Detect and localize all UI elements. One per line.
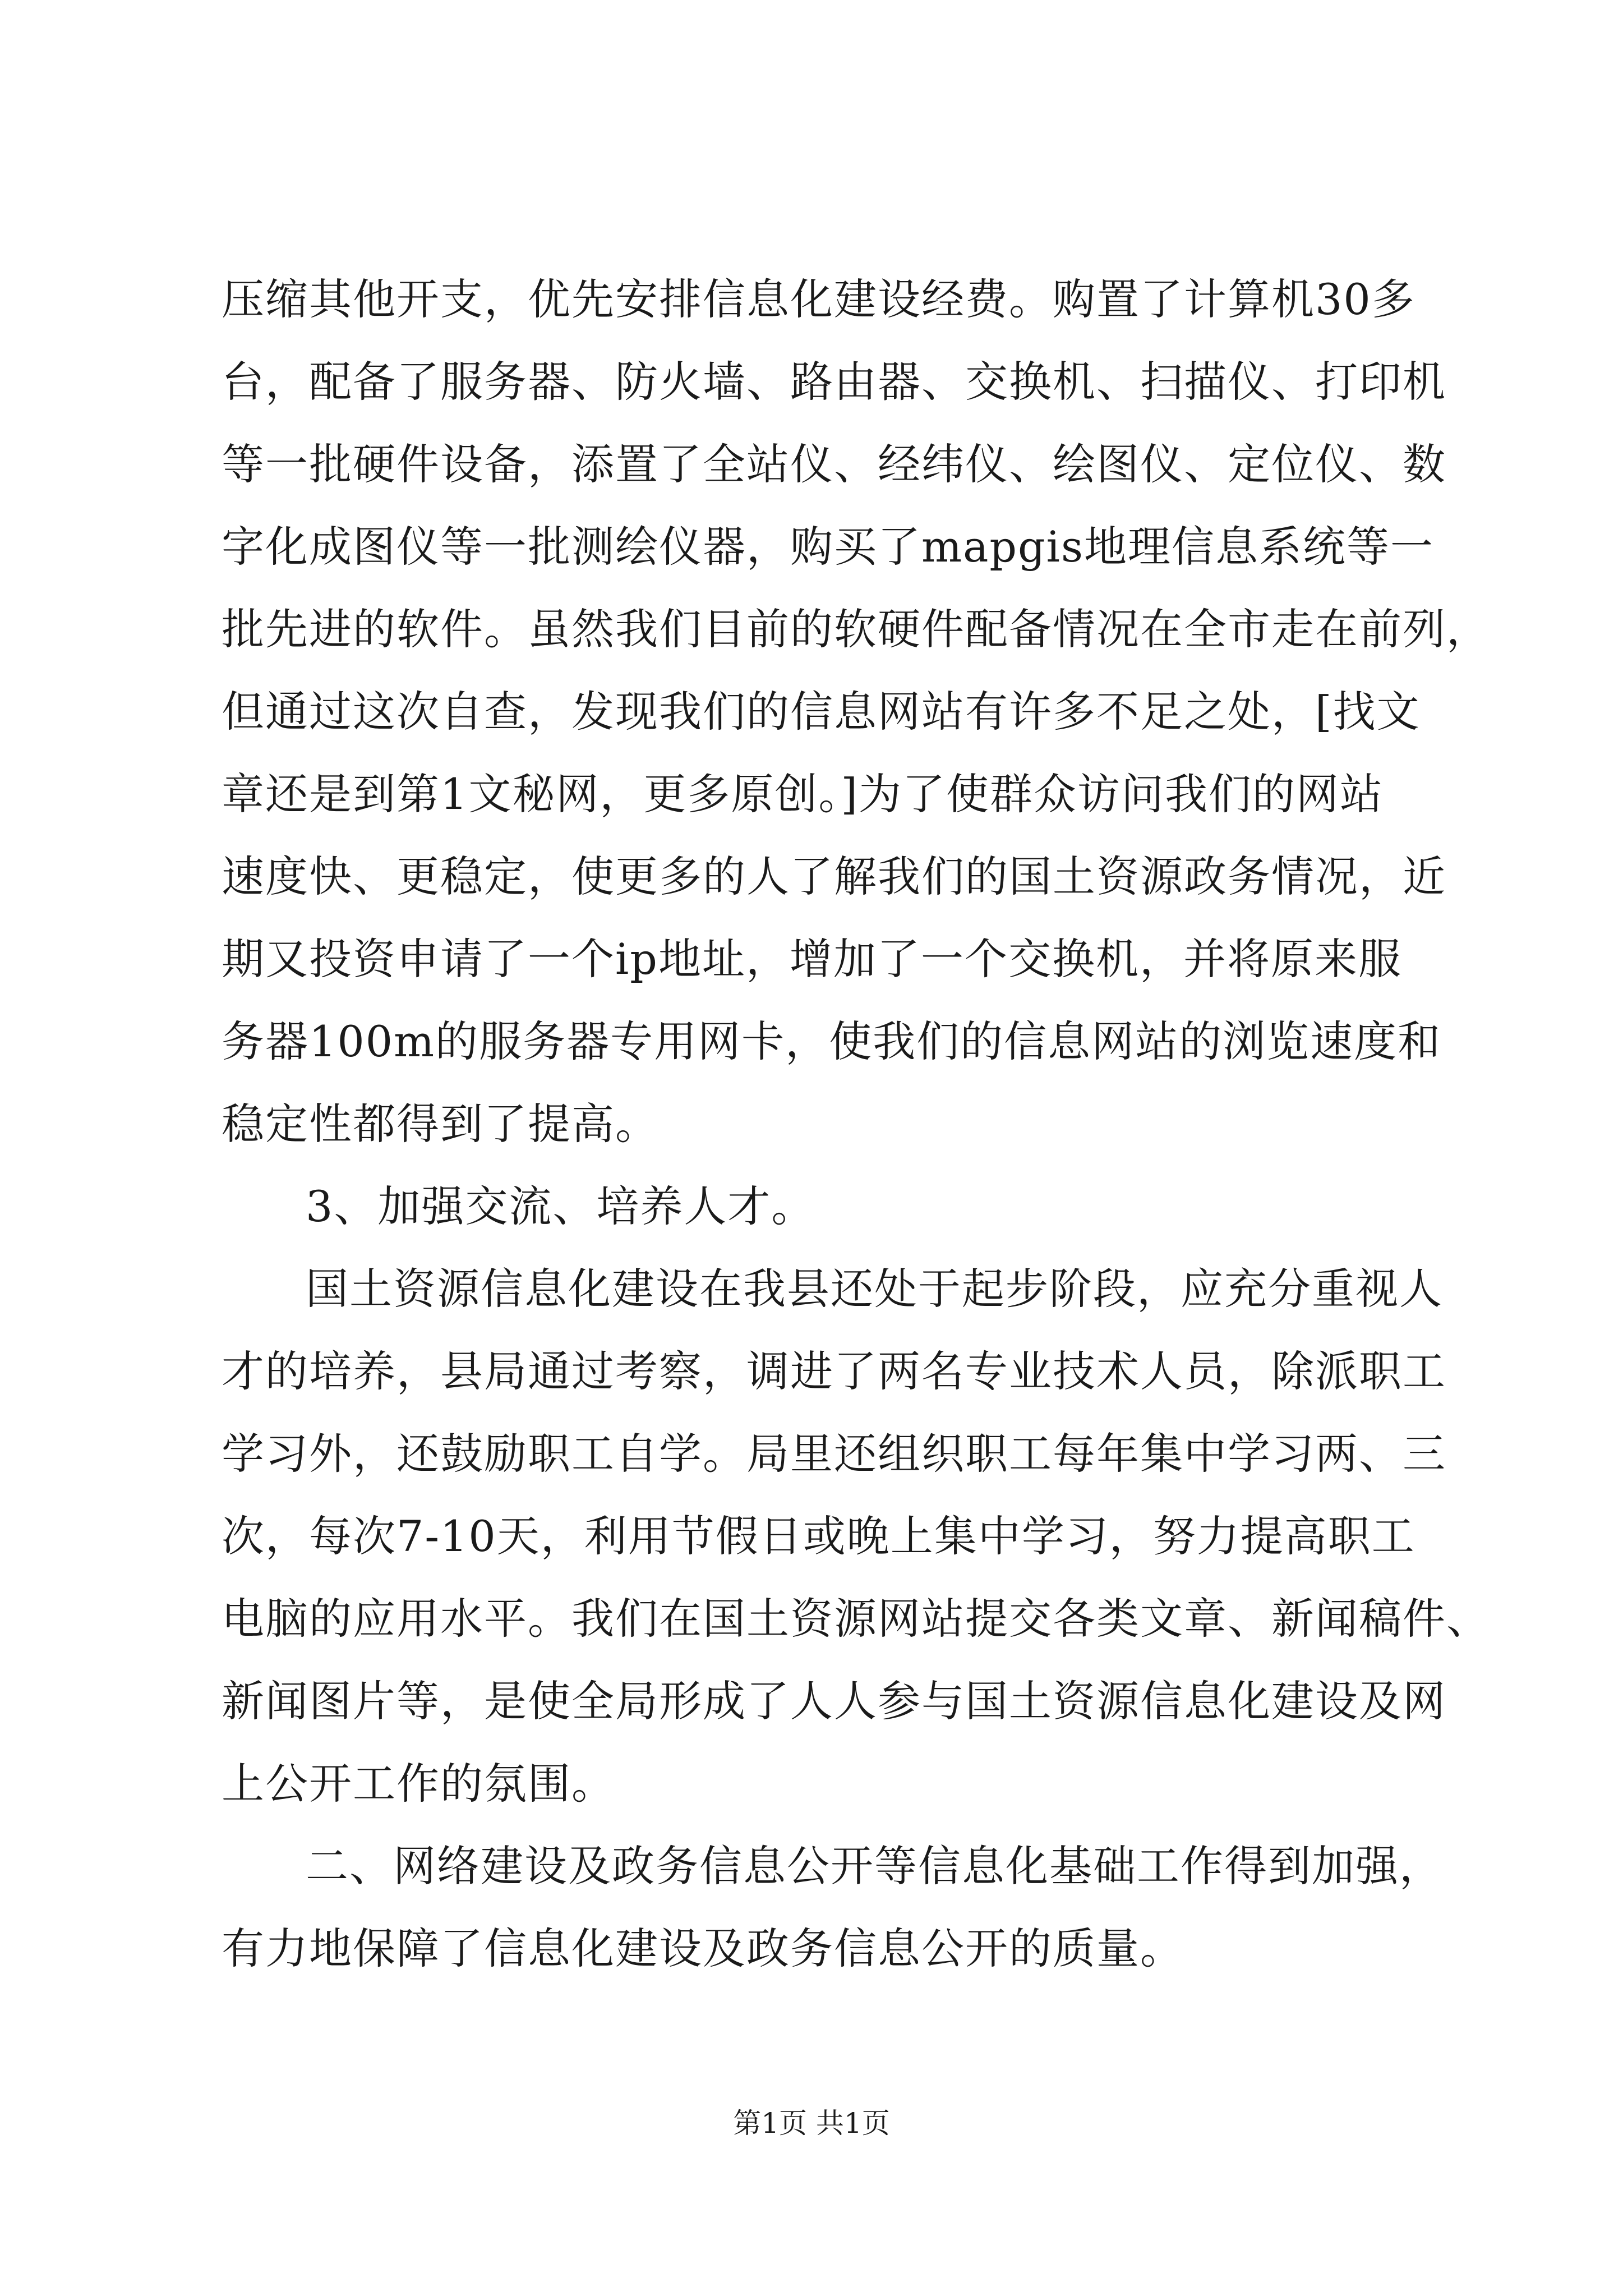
text-line: 新闻图片等，是使全局形成了人人参与国土资源信息化建设及网 bbox=[222, 1676, 1446, 1726]
text-line: 压缩其他开支，优先安排信息化建设经费。购置了计算机30多 bbox=[222, 274, 1415, 324]
page-footer: 第1页 共1页 bbox=[733, 2107, 890, 2139]
text-line: 学习外，还鼓励职工自学。局里还组织职工每年集中学习两、三 bbox=[222, 1429, 1446, 1479]
text-line: 国土资源信息化建设在我县还处于起步阶段，应充分重视人 bbox=[306, 1264, 1443, 1314]
text-line: 期又投资申请了一个ip地址，增加了一个交换机，并将原来服 bbox=[222, 934, 1402, 984]
text-line: 但通过这次自查，发现我们的信息网站有许多不足之处，[找文 bbox=[222, 687, 1421, 737]
text-line: 上公开工作的氛围。 bbox=[222, 1759, 615, 1809]
text-line: 才的培养，县局通过考察，调进了两名专业技术人员，除派职工 bbox=[222, 1346, 1446, 1396]
text-line: 二、网络建设及政务信息公开等信息化基础工作得到加强， bbox=[306, 1841, 1443, 1891]
text-line: 电脑的应用水平。我们在国土资源网站提交各类文章、新闻稿件、 bbox=[222, 1594, 1490, 1644]
text-line: 等一批硬件设备，添置了全站仪、经纬仪、绘图仪、定位仪、数 bbox=[222, 439, 1446, 489]
text-line: 务器100m的服务器专用网卡，使我们的信息网站的浏览速度和 bbox=[222, 1016, 1442, 1066]
text-line: 稳定性都得到了提高。 bbox=[222, 1099, 659, 1149]
text-line: 字化成图仪等一批测绘仪器，购买了mapgis地理信息系统等一 bbox=[222, 522, 1434, 572]
text-line: 章还是到第1文秘网，更多原创。]为了使群众访问我们的网站 bbox=[222, 769, 1384, 819]
text-line: 次，每次7-10天，利用节假日或晚上集中学习，努力提高职工 bbox=[222, 1511, 1415, 1561]
text-line: 有力地保障了信息化建设及政务信息公开的质量。 bbox=[222, 1924, 1184, 1973]
text-line: 批先进的软件。虽然我们目前的软硬件配备情况在全市走在前列， bbox=[222, 604, 1490, 654]
text-line: 台，配备了服务器、防火墙、路由器、交换机、扫描仪、打印机 bbox=[222, 357, 1446, 407]
text-line: 速度快、更稳定，使更多的人了解我们的国土资源政务情况，近 bbox=[222, 852, 1446, 901]
text-line: 3、加强交流、培养人才。 bbox=[306, 1181, 815, 1231]
document-body bbox=[222, 258, 1490, 1990]
